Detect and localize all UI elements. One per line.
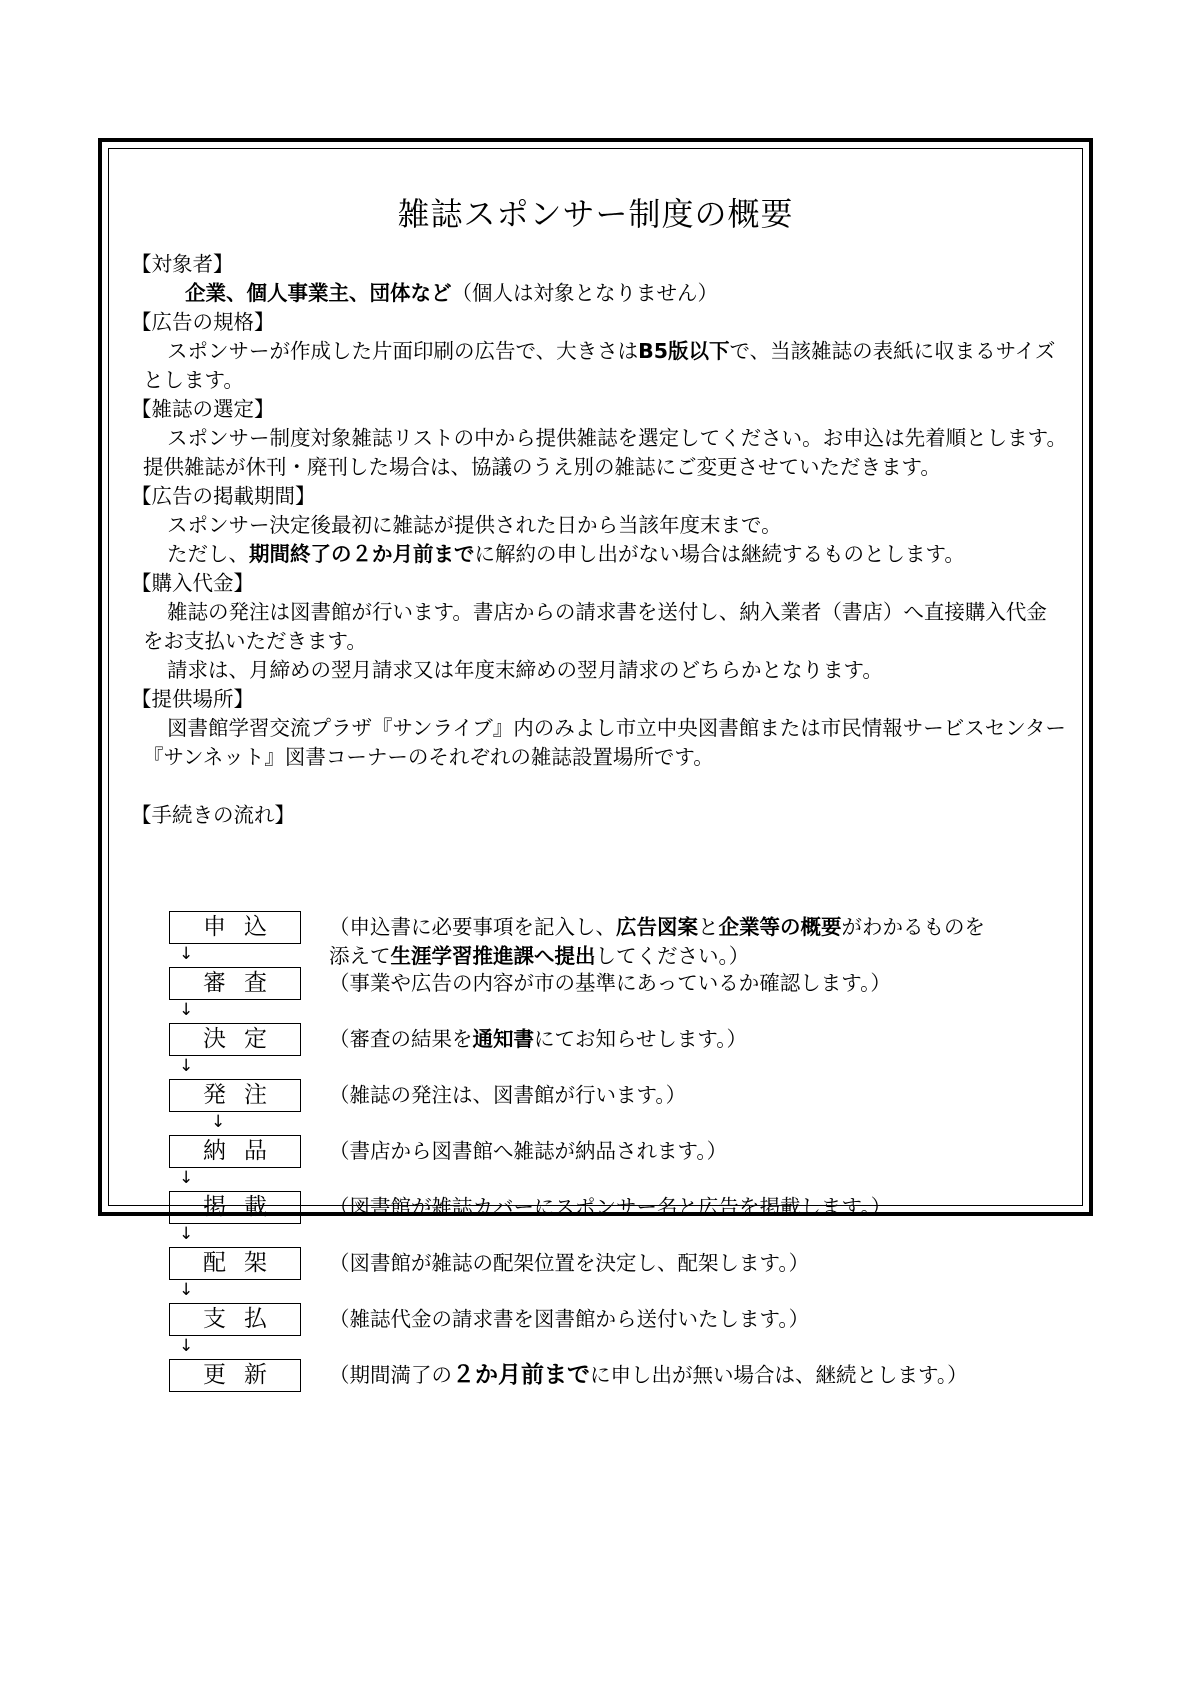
step-desc-review: （事業や広告の内容が市の基準にあっているか確認します。） xyxy=(329,971,891,995)
step-desc-apply xyxy=(329,913,1049,971)
step-box-decision: 決定 xyxy=(169,1023,301,1056)
flow-arrow-icon: ↓ xyxy=(179,1224,194,1244)
purchase-line2: 請求は、月締めの翌月請求又は年度末締めの翌月請求のどちらかとなります。 xyxy=(167,658,883,682)
section-heading-place: 【提供場所】 xyxy=(131,687,254,711)
document-inner-frame xyxy=(108,148,1083,1388)
target-bold: 企業、個人事業主、団体など xyxy=(185,281,452,305)
step-apply-part1: （申込書に必要事項を記入し、 xyxy=(329,915,616,939)
flow-arrow-icon: ↓ xyxy=(179,1280,194,1300)
step-desc-renewal xyxy=(329,1361,1049,1390)
step-desc-payment: （雑誌代金の請求書を図書館から送付いたします。） xyxy=(329,1307,810,1331)
period-bold: 期間終了の２か月前まで xyxy=(249,542,475,566)
step-box-apply: 申込 xyxy=(169,911,301,944)
step-apply-bold3: 生涯学習推進課へ提出 xyxy=(390,944,596,968)
step-desc-order: （雑誌の発注は、図書館が行います。） xyxy=(329,1083,687,1107)
step-decision-part1: （審査の結果を xyxy=(329,1027,473,1051)
step-box-delivery: 納品 xyxy=(169,1135,301,1168)
section-heading-ad-spec: 【広告の規格】 xyxy=(131,310,275,334)
flow-arrow-icon: ↓ xyxy=(179,1168,194,1188)
step-box-publish: 掲載 xyxy=(169,1191,301,1224)
step-box-shelving: 配架 xyxy=(169,1247,301,1280)
period-part2: に解約の申し出がない場合は継続するものとします。 xyxy=(474,542,965,566)
step-desc-decision xyxy=(329,1025,1049,1054)
flow-arrow-icon: ↓ xyxy=(179,1000,194,1020)
period-part1: ただし、 xyxy=(167,542,249,566)
section-heading-target: 【対象者】 xyxy=(131,252,234,276)
section-heading-period: 【広告の掲載期間】 xyxy=(131,484,316,508)
target-rest: （個人は対象となりません） xyxy=(451,281,718,305)
ad-spec-part1: スポンサーが作成した片面印刷の広告で、大きさは xyxy=(167,339,639,363)
step-apply-bold2: 企業等の概要 xyxy=(718,915,842,939)
place-text: 図書館学習交流プラザ『サンライブ』内のみよし市立中央図書館または市民情報サービスセンター『サンネット』図書コーナーのそれぞれの雑誌設置場所です。 xyxy=(143,716,1066,769)
step-renewal-bold: ２か月前まで xyxy=(452,1362,590,1388)
step-apply-part5: してください。） xyxy=(595,944,750,968)
purchase-line1: 雑誌の発注は図書館が行います。書店からの請求書を送付し、納入業者（書店）へ直接購入代金をお支払いただきます。 xyxy=(143,600,1047,653)
flow-arrow-icon: ↓ xyxy=(179,1056,194,1076)
ad-spec-bold: B5版以下 xyxy=(638,339,730,363)
document-body xyxy=(131,250,1067,830)
section-heading-purchase: 【購入代金】 xyxy=(131,571,254,595)
step-renewal-part1: （期間満了の xyxy=(329,1363,452,1387)
step-apply-part4: 添えて xyxy=(329,944,391,968)
ad-spec-text xyxy=(137,337,1067,395)
step-box-payment: 支払 xyxy=(169,1303,301,1336)
ad-spec-part2: で、当該雑誌の表紙に収まるサイズとします。 xyxy=(143,339,1056,392)
step-desc-shelving: （図書館が雑誌の配架位置を決定し、配架します。） xyxy=(329,1251,810,1275)
section-heading-flow: 【手続きの流れ】 xyxy=(131,803,295,827)
flow-arrow-icon: ↓ xyxy=(211,1112,226,1132)
period-line1: スポンサー決定後最初に雑誌が提供された日から当該年度末まで。 xyxy=(167,513,782,537)
step-desc-delivery: （書店から図書館へ雑誌が納品されます。） xyxy=(329,1139,728,1163)
flow-arrow-icon: ↓ xyxy=(179,944,194,964)
step-decision-bold: 通知書 xyxy=(472,1027,534,1051)
step-apply-bold1: 広告図案 xyxy=(616,915,698,939)
step-box-order: 発注 xyxy=(169,1079,301,1112)
document-frame xyxy=(98,138,1093,1388)
step-desc-publish: （図書館が雑誌カバーにスポンサー名と広告を掲載します。） xyxy=(329,1195,892,1219)
document-title: 雑誌スポンサー制度の概要 xyxy=(397,195,794,233)
target-text xyxy=(137,279,1067,308)
step-box-renewal: 更新 xyxy=(169,1359,301,1392)
period-line2 xyxy=(137,540,1067,569)
step-apply-part2: と xyxy=(698,915,719,939)
selection-text: スポンサー制度対象雑誌リストの中から提供雑誌を選定してください。お申込は先着順とします。提供雑誌が休刊・廃刊した場合は、協議のうえ別の雑誌にご変更させていただきます。 xyxy=(143,426,1067,479)
flow-arrow-icon: ↓ xyxy=(179,1336,194,1356)
step-decision-part2: にてお知らせします。） xyxy=(534,1027,747,1051)
step-box-review: 審査 xyxy=(169,967,301,1000)
step-apply-part3: がわかるものを xyxy=(841,915,985,939)
section-heading-selection: 【雑誌の選定】 xyxy=(131,397,275,421)
step-renewal-part2: に申し出が無い場合は、継続とします。） xyxy=(590,1363,968,1387)
